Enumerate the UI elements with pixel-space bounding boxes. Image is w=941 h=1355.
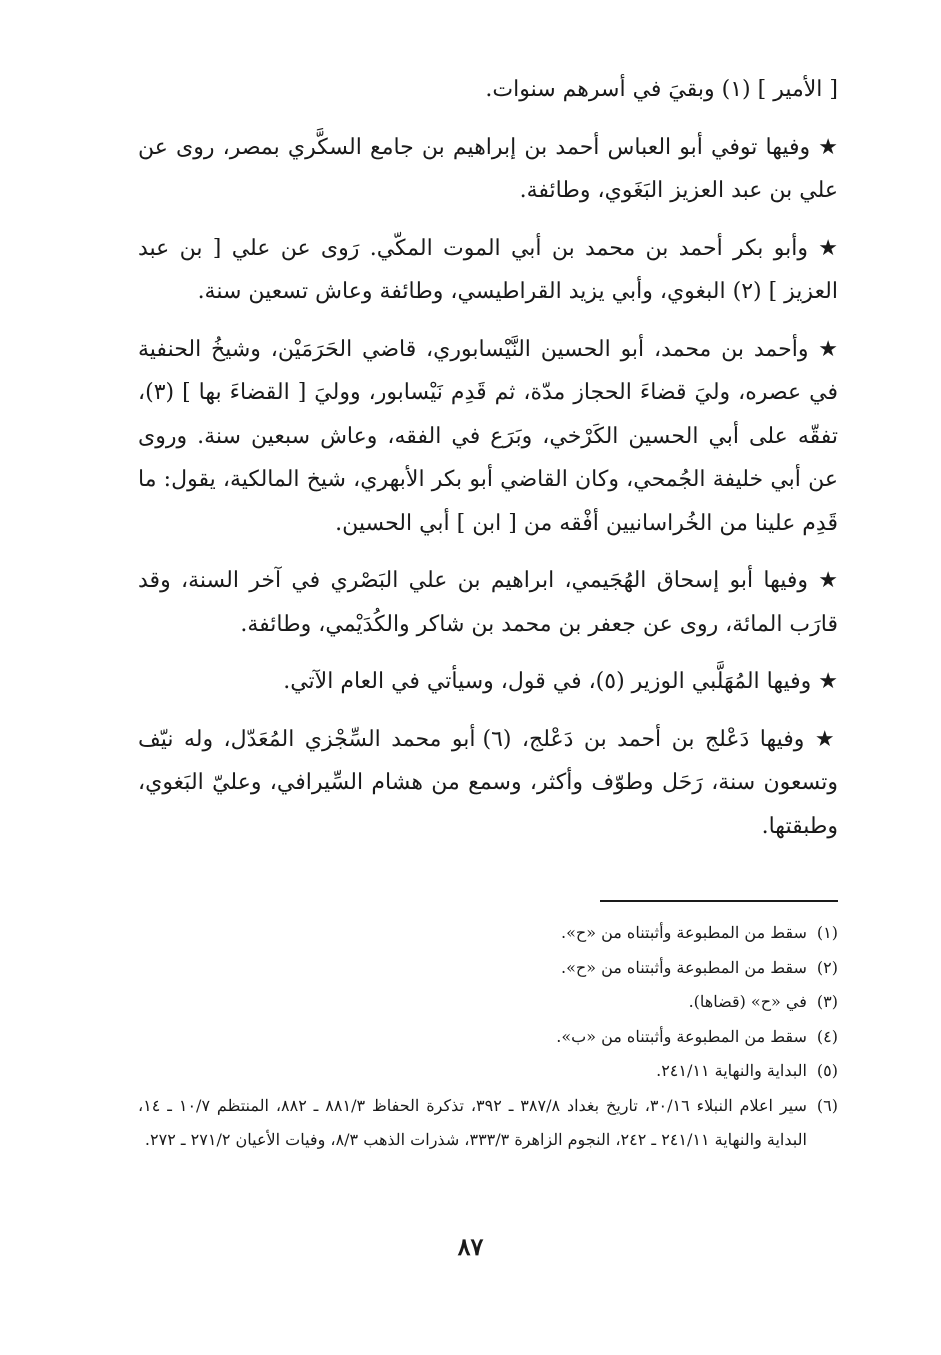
paragraph-entry: ★ وفيها دَعْلج بن أحمد بن دَعْلج، (٦) أبو محمد السِّجْزي المُعَدّل، وله نيّف وتسعون سنة، رَحَل وطوّف وأكثر، وسمع من هشام السِّيرافي، وعليّ البَغوي، وطبقتها. xyxy=(138,726,838,839)
footnote-text: سقط من المطبوعة وأثبتناه من «ح». xyxy=(561,957,807,977)
footnote-item xyxy=(138,1089,838,1158)
footnote-text: سقط من المطبوعة وأثبتناه من «ح». xyxy=(561,923,807,942)
paragraph-entry: ★ وأبو بكر أحمد بن محمد بن أبي الموت المكّي. رَوى عن علي [ بن عبد العزيز ] (٢) البغوي، وأبي يزيد القراطيسي، وطائفة وعاش تسعين سنة. xyxy=(138,235,838,304)
footnote-text: سقط من المطبوعة وأثبتناه من «ب». xyxy=(556,1026,807,1046)
main-text xyxy=(138,68,838,848)
paragraph-entry: ★ وفيها توفي أبو العباس أحمد بن إبراهيم بن جامع السكَّري بمصر، روى عن علي بن عبد العزيز البَغَوي، وطائفة. xyxy=(138,134,838,203)
footnote-item xyxy=(138,951,838,986)
paragraph-continuation: [ الأمير ] (١) وبقيَ في أسرهم سنوات. xyxy=(485,77,838,102)
footnote-number: (٣) xyxy=(816,992,838,1011)
footnote-number: (٥) xyxy=(816,1061,838,1080)
footnote-item xyxy=(138,1054,838,1089)
footnotes xyxy=(138,916,838,1158)
footnote-divider xyxy=(600,900,838,902)
footnote-number: (٢) xyxy=(816,957,838,977)
footnote-number: (٤) xyxy=(816,1026,838,1046)
footnote-text: سير اعلام النبلاء ٣٠/١٦، تاريخ بغداد ٣٨٧/٨ ـ ٣٩٢، تذكرة الحفاظ ٨٨١/٣ ـ ٨٨٢، المنتظم ١٠/٧ ـ ١٤، البداية والنهاية ٢٤١/١١ ـ ٢٤٢، النجوم الزاهرة ٣٣٣/٣، شذرات الذهب ٨/٣، وفيات الأعيان ٢٧١/٢ ـ ٢٧٢. xyxy=(138,1095,807,1149)
footnote-text: البداية والنهاية ٢٤١/١١. xyxy=(656,1061,807,1080)
paragraph-entry: ★ وفيها أبو إسحاق الهُجَيمي، ابراهيم بن علي البَصْري في آخر السنة، وقد قارَب المائة، روى عن جعفر بن محمد بن شاكر والكُدَيْمي، وطائفة. xyxy=(138,568,838,637)
footnote-item xyxy=(138,1020,838,1055)
paragraph-entry: ★ وأحمد بن محمد، أبو الحسين النَّيْسابوري، قاضي الحَرَمَيْن، وشيخُ الحنفية في عصره، وليَ قضاءَ الحجاز مدّة، ثم قَدِم نَيْسابور، ووليَ [ القضاءَ بها ] (٣)، تفقّه على أبي الحسين الكَرْخي، وبَرَع في الفقه، وعاش سبعين سنة. وروى عن أبي خليفة الجُمحي، وكان القاضي أبو بكر الأبهري، شيخ المالكية، يقول: ما قَدِم علينا من الخُراسانيين أفْقه من [ ابن ] أبي الحسين. xyxy=(138,336,838,536)
footnote-number: (٦) xyxy=(816,1095,838,1115)
footnote-item xyxy=(138,916,838,951)
page-number: ٨٧ xyxy=(457,1232,484,1261)
paragraph-entry: ★ وفيها المُهَلَّبي الوزير (٥)، في قول، وسيأتي في العام الآتي. xyxy=(283,669,838,694)
footnote-number: (١) xyxy=(816,923,838,942)
footnote-text: في «ح» (قضاها). xyxy=(688,992,807,1011)
footnote-item xyxy=(138,985,838,1020)
